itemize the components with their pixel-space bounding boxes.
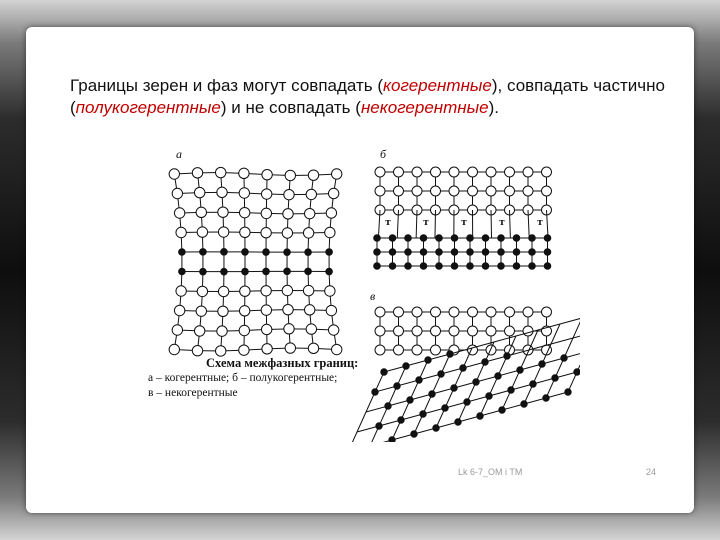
atom-phase-1	[216, 167, 226, 177]
atom-phase-1	[218, 227, 228, 237]
atom-phase-2	[305, 268, 312, 275]
atom-phase-1	[303, 228, 313, 238]
atom-phase-2	[394, 383, 400, 389]
atom-phase-1	[261, 286, 271, 296]
atom-phase-1	[304, 208, 314, 218]
atom-phase-1	[239, 188, 249, 198]
atom-phase-2	[389, 235, 396, 242]
label-b: б	[380, 147, 387, 161]
atom-phase-1	[285, 343, 295, 353]
atom-phase-2	[460, 365, 466, 371]
term-coherent: когерентные	[383, 76, 492, 95]
heading-part-1: Границы зерен и фаз могут совпадать (	[70, 76, 384, 95]
atom-phase-1	[218, 207, 228, 217]
atom-phase-2	[529, 235, 536, 242]
atom-phase-2	[574, 369, 580, 375]
atom-phase-2	[263, 249, 270, 256]
atom-phase-1	[394, 326, 404, 336]
atom-phase-1	[174, 208, 184, 218]
atom-phase-2	[477, 413, 483, 419]
atom-phase-1	[431, 307, 441, 317]
atom-phase-2	[420, 235, 427, 242]
dislocation-mark: т	[461, 216, 467, 228]
atom-phase-2	[284, 249, 291, 256]
atom-phase-1	[394, 307, 404, 317]
atom-phase-2	[429, 391, 435, 397]
atom-phase-2	[529, 249, 536, 256]
atom-phase-2	[374, 263, 381, 270]
atom-phase-2	[405, 235, 412, 242]
atom-phase-1	[332, 344, 342, 354]
atom-phase-1	[239, 168, 249, 178]
atom-phase-1	[375, 186, 385, 196]
atom-phase-2	[464, 399, 470, 405]
atom-phase-1	[412, 307, 422, 317]
atom-phase-1	[303, 285, 313, 295]
atom-phase-2	[425, 357, 431, 363]
atom-phase-2	[513, 235, 520, 242]
term-incoherent: некогерентные	[360, 98, 489, 117]
panel-a-coherent	[169, 167, 342, 356]
atom-phase-2	[200, 268, 207, 275]
dislocation-mark: т	[385, 216, 391, 228]
atom-phase-2	[552, 375, 558, 381]
atom-phase-1	[239, 325, 249, 335]
heading-part-2: ), совпадать частично (	[70, 76, 665, 117]
atom-phase-1	[486, 307, 496, 317]
atom-phase-1	[431, 345, 441, 355]
atom-phase-2	[451, 235, 458, 242]
atom-phase-2	[482, 359, 488, 365]
atom-phase-1	[412, 345, 422, 355]
atom-phase-2	[179, 268, 186, 275]
atom-phase-1	[218, 306, 228, 316]
atom-phase-2	[305, 249, 312, 256]
atom-phase-2	[436, 235, 443, 242]
atom-phase-1	[261, 324, 271, 334]
atom-phase-1	[505, 186, 515, 196]
atom-phase-2	[543, 395, 549, 401]
atom-phase-1	[176, 227, 186, 237]
atom-phase-2	[482, 249, 489, 256]
atom-phase-2	[513, 263, 520, 270]
atom-phase-1	[468, 167, 478, 177]
atom-phase-2	[433, 425, 439, 431]
atom-phase-2	[447, 351, 453, 357]
atom-phase-2	[389, 249, 396, 256]
atom-phase-2	[420, 263, 427, 270]
atom-phase-1	[172, 325, 182, 335]
atom-phase-2	[530, 381, 536, 387]
atom-phase-2	[498, 249, 505, 256]
atom-phase-1	[412, 167, 422, 177]
atom-phase-2	[284, 268, 291, 275]
page-number: 24	[646, 467, 657, 477]
atom-phase-1	[326, 208, 336, 218]
atom-phase-1	[431, 326, 441, 336]
atom-phase-1	[174, 305, 184, 315]
footer-course-label: Lk 6-7_OM i TM	[458, 467, 523, 477]
dislocation-mark: т	[499, 216, 505, 228]
atom-phase-1	[308, 343, 318, 353]
lattice-bond	[560, 318, 580, 324]
atom-phase-1	[240, 227, 250, 237]
atom-phase-1	[328, 188, 338, 198]
atom-phase-2	[263, 268, 270, 275]
atom-phase-1	[375, 307, 385, 317]
atom-phase-1	[468, 326, 478, 336]
atom-phase-2	[374, 249, 381, 256]
atom-phase-1	[505, 326, 515, 336]
atom-phase-1	[217, 326, 227, 336]
atom-phase-2	[451, 249, 458, 256]
atom-phase-1	[325, 227, 335, 237]
atom-phase-1	[283, 209, 293, 219]
atom-phase-1	[431, 186, 441, 196]
atom-phase-2	[385, 403, 391, 409]
atom-phase-2	[482, 235, 489, 242]
atom-phase-1	[486, 167, 496, 177]
atom-phase-2	[498, 263, 505, 270]
atom-phase-2	[499, 407, 505, 413]
atom-phase-1	[284, 189, 294, 199]
atom-phase-2	[420, 249, 427, 256]
atom-phase-1	[176, 286, 186, 296]
atom-phase-2	[376, 423, 382, 429]
atom-phase-1	[449, 186, 459, 196]
heading-part-3: ) и не совпадать (	[220, 98, 361, 117]
atom-phase-1	[169, 169, 179, 179]
atom-phase-1	[468, 307, 478, 317]
atom-phase-2	[482, 263, 489, 270]
atom-phase-1	[261, 228, 271, 238]
atom-phase-2	[374, 235, 381, 242]
atom-phase-2	[517, 367, 523, 373]
dislocation-mark: т	[537, 216, 543, 228]
atom-phase-2	[495, 373, 501, 379]
atom-phase-1	[486, 345, 496, 355]
atom-phase-1	[216, 346, 226, 356]
atom-phase-1	[197, 286, 207, 296]
atom-phase-2	[389, 437, 395, 442]
atom-phase-2	[473, 379, 479, 385]
lattice-bond	[494, 336, 516, 342]
heading-part-4: ).	[488, 98, 500, 117]
atom-phase-2	[438, 371, 444, 377]
atom-phase-1	[194, 326, 204, 336]
atom-phase-2	[539, 361, 545, 367]
atom-phase-1	[217, 187, 227, 197]
lattice-bond	[357, 412, 366, 432]
caption-title: Схема межфазных границ:	[206, 356, 359, 370]
atom-phase-2	[508, 387, 514, 393]
atom-phase-1	[172, 188, 182, 198]
atom-phase-2	[326, 268, 333, 275]
atom-phase-1	[394, 345, 404, 355]
atom-phase-2	[436, 263, 443, 270]
panel-b-semicoherent	[374, 167, 552, 269]
atom-phase-1	[375, 345, 385, 355]
atom-phase-2	[242, 249, 249, 256]
atom-phase-1	[262, 344, 272, 354]
lattice-bond	[551, 338, 573, 344]
lattice-bond	[348, 432, 357, 442]
atom-phase-2	[451, 263, 458, 270]
atom-phase-1	[449, 167, 459, 177]
atom-phase-1	[328, 325, 338, 335]
atom-phase-2	[442, 405, 448, 411]
atom-phase-2	[179, 249, 186, 256]
interface-bond	[491, 210, 492, 238]
dislocation-mark: т	[423, 216, 429, 228]
atom-phase-1	[306, 189, 316, 199]
atom-phase-1	[261, 305, 271, 315]
atom-phase-2	[561, 355, 567, 361]
atom-phase-1	[449, 326, 459, 336]
term-semicoherent: полукогерентные	[75, 98, 221, 117]
atom-phase-1	[197, 227, 207, 237]
atom-phase-1	[240, 286, 250, 296]
atom-phase-1	[192, 345, 202, 355]
atom-phase-1	[239, 306, 249, 316]
caption-line-2: в – некогерентные	[148, 387, 238, 399]
atom-phase-2	[544, 263, 551, 270]
caption-line-1: а – когерентные; б – полукогерентные;	[148, 372, 338, 384]
atom-phase-1	[523, 186, 533, 196]
atom-phase-1	[505, 167, 515, 177]
atom-phase-1	[468, 186, 478, 196]
atom-phase-2	[420, 411, 426, 417]
atom-phase-1	[542, 186, 552, 196]
atom-phase-2	[498, 235, 505, 242]
atom-phase-1	[304, 305, 314, 315]
interface-bond	[435, 210, 436, 238]
atom-phase-1	[326, 305, 336, 315]
atom-phase-1	[283, 304, 293, 314]
atom-phase-1	[196, 207, 206, 217]
atom-phase-1	[194, 187, 204, 197]
atom-phase-1	[523, 326, 533, 336]
atom-phase-2	[436, 249, 443, 256]
atom-phase-2	[326, 249, 333, 256]
atom-phase-2	[467, 249, 474, 256]
figure-caption	[122, 356, 362, 401]
atom-phase-1	[285, 170, 295, 180]
atom-phase-2	[403, 363, 409, 369]
panel-v-incoherent	[348, 307, 580, 442]
atom-phase-2	[451, 385, 457, 391]
atom-phase-1	[523, 167, 533, 177]
atom-phase-2	[411, 431, 417, 437]
atom-phase-1	[261, 208, 271, 218]
atom-phase-2	[504, 353, 510, 359]
atom-phase-1	[308, 170, 318, 180]
atom-phase-2	[416, 377, 422, 383]
atom-phase-2	[486, 393, 492, 399]
label-a: а	[176, 147, 182, 161]
atom-phase-1	[412, 326, 422, 336]
atom-phase-2	[544, 249, 551, 256]
atom-phase-2	[221, 268, 228, 275]
atom-phase-1	[218, 286, 228, 296]
atom-phase-1	[486, 326, 496, 336]
atom-phase-2	[398, 417, 404, 423]
atom-phase-1	[505, 307, 515, 317]
atom-phase-1	[325, 286, 335, 296]
atom-phase-1	[486, 186, 496, 196]
atom-phase-1	[431, 167, 441, 177]
atom-phase-1	[282, 228, 292, 238]
atom-phase-2	[405, 249, 412, 256]
atom-phase-1	[196, 306, 206, 316]
label-v: в	[370, 289, 376, 303]
atom-phase-2	[389, 263, 396, 270]
atom-phase-1	[239, 207, 249, 217]
atom-phase-1	[284, 324, 294, 334]
atom-phase-1	[523, 307, 533, 317]
atom-phase-2	[405, 263, 412, 270]
atom-phase-1	[261, 189, 271, 199]
atom-phase-1	[306, 324, 316, 334]
atom-phase-2	[455, 419, 461, 425]
atom-phase-1	[394, 186, 404, 196]
lattice-bond	[551, 324, 560, 344]
atom-phase-1	[394, 167, 404, 177]
atom-phase-1	[239, 345, 249, 355]
atom-phase-1	[412, 186, 422, 196]
atom-phase-2	[381, 369, 387, 375]
atom-phase-2	[372, 389, 378, 395]
atom-phase-1	[375, 167, 385, 177]
atom-phase-1	[375, 326, 385, 336]
atom-phase-2	[513, 249, 520, 256]
atom-phase-2	[242, 268, 249, 275]
atom-phase-1	[262, 169, 272, 179]
atom-phase-1	[192, 168, 202, 178]
atom-phase-2	[565, 389, 571, 395]
atom-phase-1	[332, 169, 342, 179]
atom-phase-1	[282, 285, 292, 295]
lattice-bond	[573, 318, 580, 338]
atom-phase-1	[449, 307, 459, 317]
atom-phase-2	[407, 397, 413, 403]
atom-phase-1	[542, 167, 552, 177]
atom-phase-2	[467, 263, 474, 270]
atom-phase-2	[529, 263, 536, 270]
atom-phase-2	[200, 249, 207, 256]
atom-phase-1	[542, 307, 552, 317]
atom-phase-2	[521, 401, 527, 407]
atom-phase-1	[169, 344, 179, 354]
atom-phase-2	[221, 249, 228, 256]
